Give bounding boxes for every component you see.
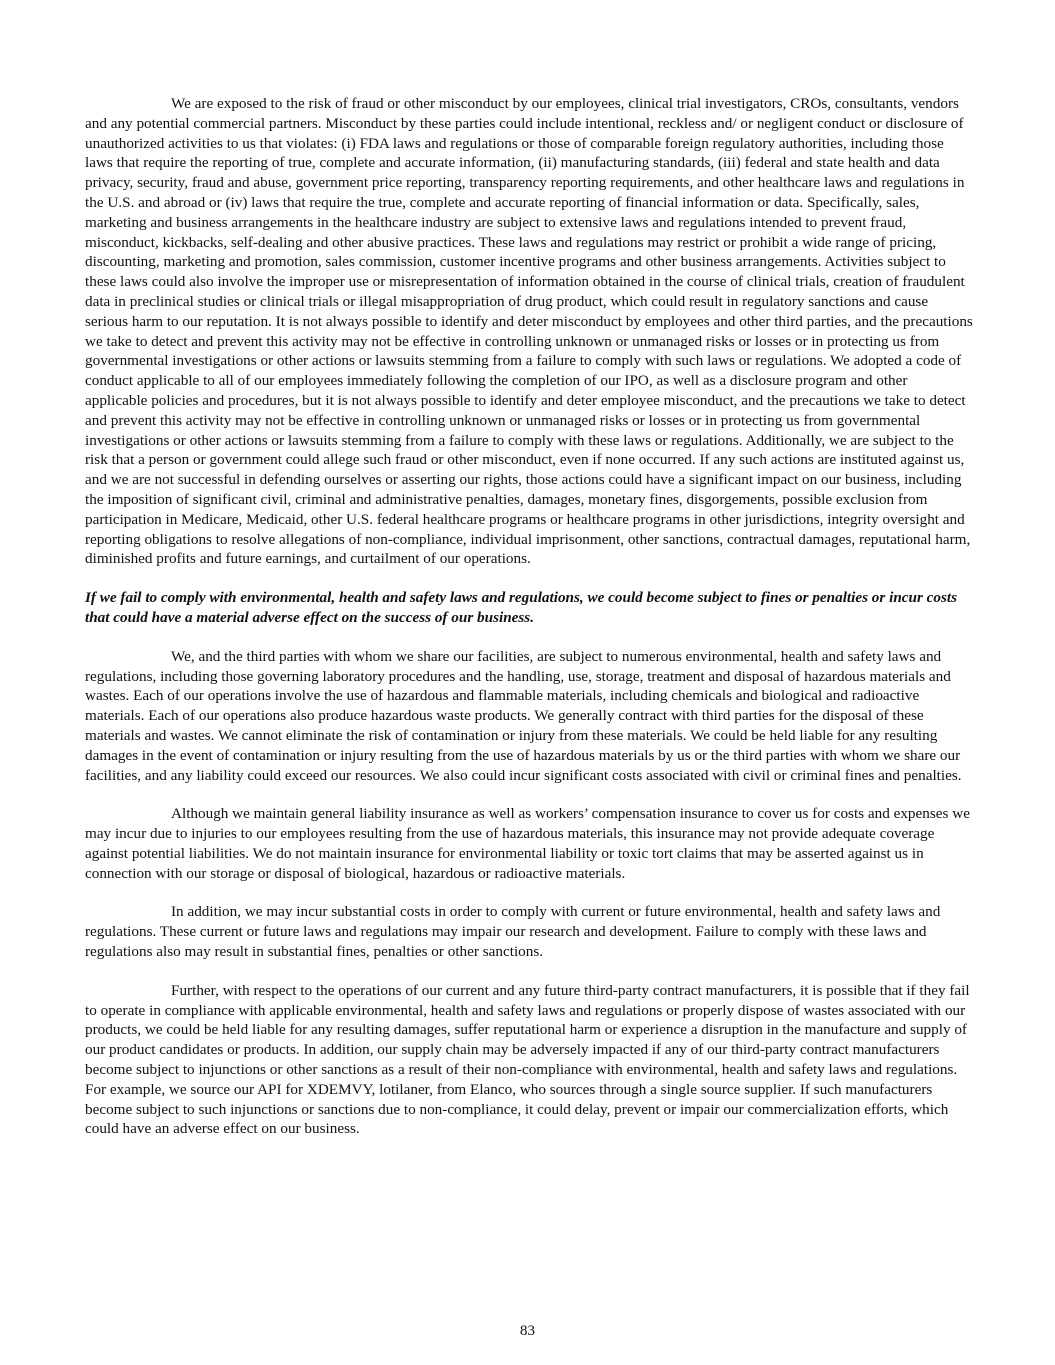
section-heading-environmental: If we fail to comply with environmental, health and safety laws and regulations, we could become subject to fines or penalties or incur costs that could have a material adverse effect on the success of our business. bbox=[85, 589, 958, 626]
paragraph-environmental-laws: We, and the third parties with whom we share our facilities, are subject to numerous environmental, health and safety laws and regulations, including those governing laboratory procedures and the handling, use, storage, treatment and disposal of hazardous materials and wastes. Each of our operations involve the use of hazardous and flammable materials, including chemicals and biological and radioactive materials. Each of our operations also produce hazardous waste products. We generally contract with third parties for the disposal of these materials and wastes. We cannot eliminate the risk of contamination or injury from these materials. We could be held liable for any resulting damages in the event of contamination or injury resulting from the use of hazardous materials by us or the third parties with whom we share our facilities, and any liability could exceed our resources. We also could incur significant costs associated with civil or criminal fines and penalties. bbox=[85, 647, 962, 784]
paragraph-insurance: Although we maintain general liability insurance as well as workers’ compensation insurance to cover us for costs and expenses we may incur due to injuries to our employees resulting from the use of hazardous materials, this insurance may not provide adequate coverage against potential liabilities. We do not maintain insurance for environmental liability or toxic tort claims that may be asserted against us in connection with our storage or disposal of biological, hazardous or radioactive materials. bbox=[85, 805, 970, 882]
document-body bbox=[85, 94, 973, 1139]
page-number: 83 bbox=[519, 1322, 536, 1339]
paragraph-misconduct-risk: We are exposed to the risk of fraud or other misconduct by our employees, clinical trial investigators, CROs, consultants, vendors and any potential commercial partners. Misconduct by these parties could include intentional, reckless and/ or negligent conduct or disclosure of unauthorized activities to us that violates: (i) FDA laws and regulations or those of comparable foreign regulatory authorities, including those laws that require the reporting of true, complete and accurate information, (ii) manufacturing standards, (iii) federal and state health and data privacy, security, fraud and abuse, government price reporting, transparency reporting requirements, and other healthcare laws and regulations in the U.S. and abroad or (iv) laws that require the true, complete and accurate reporting of financial information or data. Specifically, sales, marketing and business arrangements in the healthcare industry are subject to extensive laws and regulations intended to prevent fraud, misconduct, kickbacks, self-dealing and other abusive practices. These laws and regulations may restrict or prohibit a wide range of pricing, discounting, marketing and promotion, sales commission, customer incentive programs and other business arrangements. Activities subject to these laws could also involve the improper use or misrepresentation of information obtained in the course of clinical trials, creation of fraudulent data in preclinical studies or clinical trials or illegal misappropriation of drug product, which could result in regulatory sanctions and cause serious harm to our reputation. It is not always possible to identify and deter misconduct by employees and other third parties, and the precautions we take to detect and prevent this activity may not be effective in controlling unknown or unmanaged risks or losses or in protecting us from governmental investigations or other actions or lawsuits stemming from a failure to comply with such laws or regulations. We adopted a code of conduct applicable to all of our employees immediately following the completion of our IPO, as well as a disclosure program and other applicable policies and procedures, but it is not always possible to identify and deter employee misconduct, and the precautions we take to detect and prevent this activity may not be effective in controlling unknown or unmanaged risks or losses or in protecting us from governmental investigations or other actions or lawsuits stemming from a failure to comply with these laws or regulations. Additionally, we are subject to the risk that a person or government could allege such fraud or other misconduct, even if none occurred. If any such actions are instituted against us, and we are not successful in defending ourselves or asserting our rights, those actions could have a significant impact on our business, including the imposition of significant civil, criminal and administrative penalties, damages, monetary fines, disgorgements, possible exclusion from participation in Medicare, Medicaid, other U.S. federal healthcare programs or healthcare programs in other jurisdictions, integrity oversight and reporting obligations to resolve allegations of non-compliance, individual imprisonment, other sanctions, contractual damages, reputational harm, diminished profits and future earnings, and curtailment of our operations. bbox=[85, 95, 973, 568]
paragraph-contract-manufacturers: Further, with respect to the operations of our current and any future third-party contract manufacturers, it is possible that if they fail to operate in compliance with applicable environmental, health and safety laws and regulations or properly dispose of wastes associated with our products, we could be held liable for any resulting damages, suffer reputational harm or experience a disruption in the manufacture and supply of our product candidates or products. In addition, our supply chain may be adversely impacted if any of our third-party contract manufacturers become subject to injunctions or other sanctions as a result of their non-compliance with environmental, health and safety laws and regulations. For example, we source our API for XDEMVY, lotilaner, from Elanco, who sources through a single source supplier. If such manufacturers become subject to such injunctions or sanctions due to non-compliance, it could delay, prevent or impair our commercialization efforts, which could have an adverse effect on our business. bbox=[85, 981, 970, 1138]
paragraph-compliance-costs: In addition, we may incur substantial costs in order to comply with current or future environmental, health and safety laws and regulations. These current or future laws and regulations may impair our research and development. Failure to comply with these laws and regulations also may result in substantial fines, penalties or other sanctions. bbox=[85, 903, 941, 961]
